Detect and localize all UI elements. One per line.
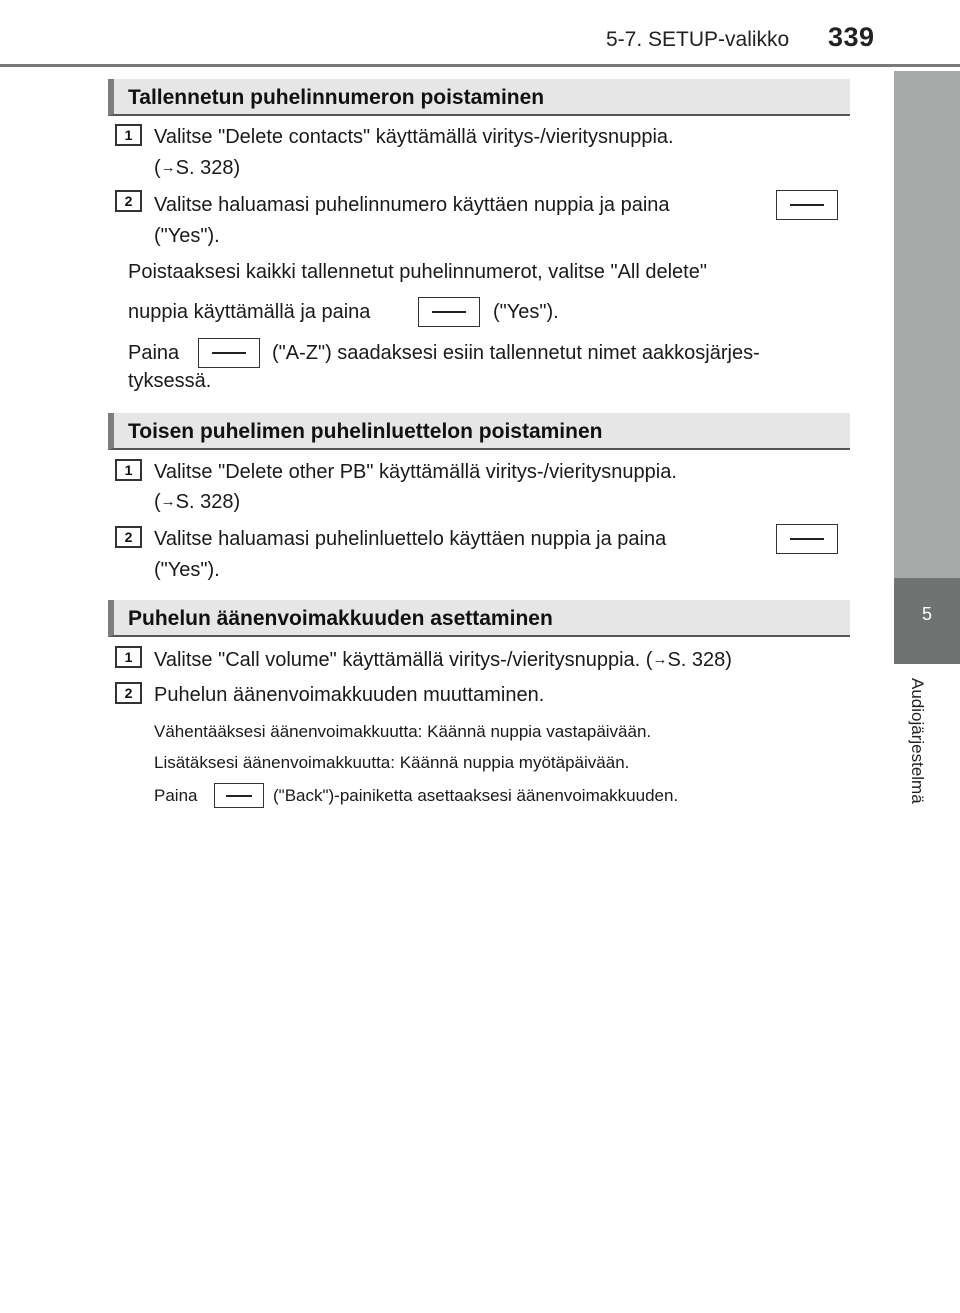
- reference-open-paren: (: [154, 491, 161, 513]
- step-badge: 1: [115, 646, 142, 668]
- reference-text: S. 328): [667, 649, 732, 671]
- section-title: Toisen puhelimen puhelinluettelon poistaminen: [128, 420, 603, 443]
- step-text: Valitse "Delete contacts" käyttämällä viritys-/vieritysnuppia.: [154, 126, 674, 148]
- section-title: Tallennetun puhelinnumeron poistaminen: [128, 86, 545, 109]
- note-text: Poistaaksesi kaikki tallennetut puhelinnumerot, valitse "All delete": [128, 261, 707, 283]
- page-reference: [154, 157, 240, 180]
- step-badge: 1: [115, 459, 142, 481]
- step-text-continued: ("Yes").: [154, 225, 220, 247]
- step-badge: 2: [115, 190, 142, 212]
- side-tab-band: [894, 71, 960, 578]
- arrow-right-icon: →: [160, 159, 176, 176]
- step-text-continued: ("Yes").: [154, 559, 220, 581]
- section-heading-call-volume: [108, 600, 850, 637]
- step-text: Valitse haluamasi puhelinluettelo käyttäen nuppia ja paina: [154, 528, 667, 550]
- arrow-right-icon: →: [652, 651, 668, 668]
- step-badge: 2: [115, 682, 142, 704]
- header-rule: [0, 64, 960, 67]
- section-heading-delete-number: [108, 79, 850, 116]
- section-heading-delete-other-pb: [108, 413, 850, 450]
- step-text: Valitse "Delete other PB" käyttämällä viritys-/vieritysnuppia.: [154, 461, 677, 483]
- step-badge: 1: [115, 124, 142, 146]
- note-text-continued: tyksessä.: [128, 370, 212, 392]
- step-text: Valitse haluamasi puhelinnumero käyttäen nuppia ja paina: [154, 194, 670, 216]
- sub-note: Lisätäksesi äänenvoimakkuutta: Käännä nuppia myötäpäivään.: [154, 753, 630, 772]
- yes-button-frame: [776, 524, 838, 554]
- page-reference: [154, 491, 240, 514]
- step-badge: 2: [115, 526, 142, 548]
- page-number: 339: [828, 22, 875, 52]
- step-text: Puhelun äänenvoimakkuuden muuttaminen.: [154, 684, 545, 706]
- note-text: ("Yes").: [493, 301, 559, 323]
- note-text: Paina: [128, 342, 180, 364]
- arrow-right-icon: →: [160, 493, 176, 510]
- note-text: nuppia käyttämällä ja paina: [128, 301, 371, 323]
- section-breadcrumb: 5-7. SETUP-valikko: [606, 28, 790, 51]
- side-tab-chapter-label: Audiojärjestelmä: [908, 678, 927, 804]
- reference-text: S. 328): [175, 491, 241, 513]
- yes-button-frame: [418, 297, 480, 327]
- back-button-frame: [214, 783, 264, 808]
- sub-note: Vähentääksesi äänenvoimakkuutta: Käännä nuppia vastapäivään.: [154, 722, 652, 741]
- a-z-button-frame: [198, 338, 260, 368]
- sub-note: Paina: [154, 786, 198, 805]
- step-text: [154, 649, 732, 672]
- note-text: ("A-Z") saadaksesi esiin tallennetut nimet aakkosjärjes-: [272, 342, 760, 364]
- yes-button-frame: [776, 190, 838, 220]
- sub-note: ("Back")-painiketta asettaaksesi äänenvoimakkuuden.: [273, 786, 679, 805]
- side-tab-chapter-number: 5: [921, 604, 932, 624]
- reference-open-paren: (: [154, 157, 161, 179]
- step-text-main: Valitse "Call volume" käyttämällä viritys-/vieritysnuppia. (: [154, 649, 653, 671]
- reference-text: S. 328): [175, 157, 241, 179]
- section-title: Puhelun äänenvoimakkuuden asettaminen: [128, 607, 553, 630]
